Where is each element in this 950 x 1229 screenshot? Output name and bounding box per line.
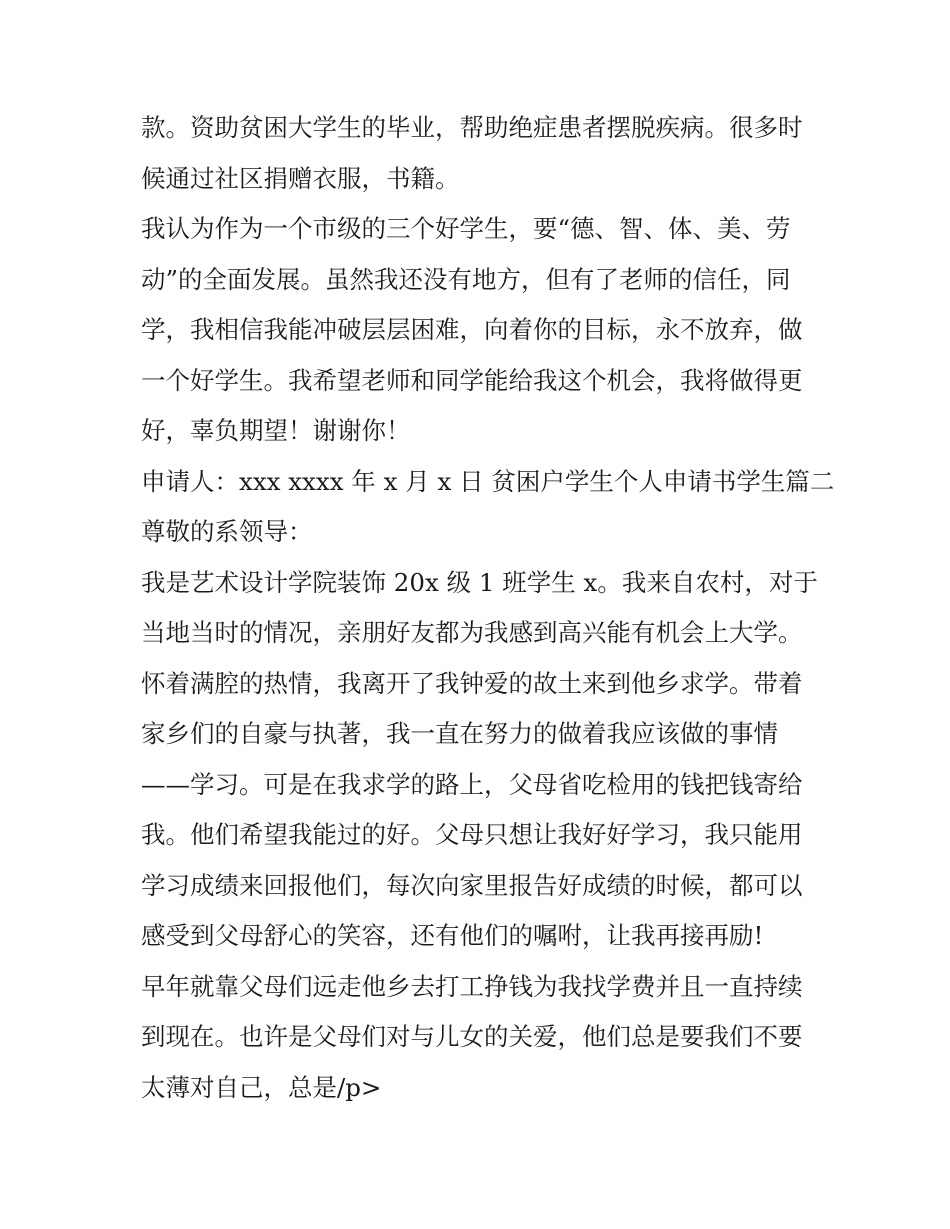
text-line: 家乡们的自豪与执著，我一直在努力的做着我应该做的事情 — [141, 719, 778, 748]
text-line: 一个好学生。我希望老师和同学能给我这个机会，我将做得更 — [141, 365, 803, 395]
text-line: 我是艺术设计学院装饰 20x 级 1 班学生 x。我来自农村，对于 — [141, 567, 818, 597]
text-line: 好，辜负期望！谢谢你！ — [141, 416, 411, 445]
text-line: 当地当时的情况，亲朋好友都为我感到高兴能有机会上大学。 — [141, 618, 803, 647]
text-line: 我认为作为一个市级的三个好学生，要“德、智、体、美、劳 — [141, 214, 791, 243]
text-line: 早年就靠父母们远走他乡去打工挣钱为我找学费并且一直持续 — [141, 971, 803, 1001]
applicant-signature-line: 申请人：xxx xxxx 年 x 月 x 日 贫困户学生个人申请书学生篇二 — [141, 466, 835, 496]
text-line: 款。资助贫困大学生的毕业，帮助绝症患者摆脱疾病。很多时 — [141, 113, 803, 142]
text-line: 太薄对自己，总是/p> — [141, 1072, 382, 1102]
text-line: ——学习。可是在我求学的路上，父母省吃检用的钱把钱寄给 — [141, 769, 803, 799]
salutation-line: 尊敬的系领导： — [141, 517, 313, 546]
text-line: 学，我相信我能冲破层层困难，向着你的目标，永不放弃，做 — [141, 315, 803, 344]
body-text — [141, 103, 835, 1113]
text-line: 怀着满腔的热情，我离开了我钟爱的故土来到他乡求学。带着 — [141, 668, 803, 698]
text-line: 动”的全面发展。虽然我还没有地方，但有了老师的信任，同 — [141, 264, 791, 294]
text-line: 候通过社区捐赠衣服，书籍。 — [141, 163, 460, 193]
text-line: 到现在。也许是父母们对与儿女的关爱，他们总是要我们不要 — [141, 1022, 803, 1051]
text-line: 学习成绩来回报他们，每次向家里报告好成绩的时候，都可以 — [141, 870, 803, 900]
text-line: 感受到父母舒心的笑容，还有他们的嘱咐，让我再接再励! — [141, 921, 764, 950]
text-line: 我。他们希望我能过的好。父母只想让我好好学习，我只能用 — [141, 820, 803, 849]
